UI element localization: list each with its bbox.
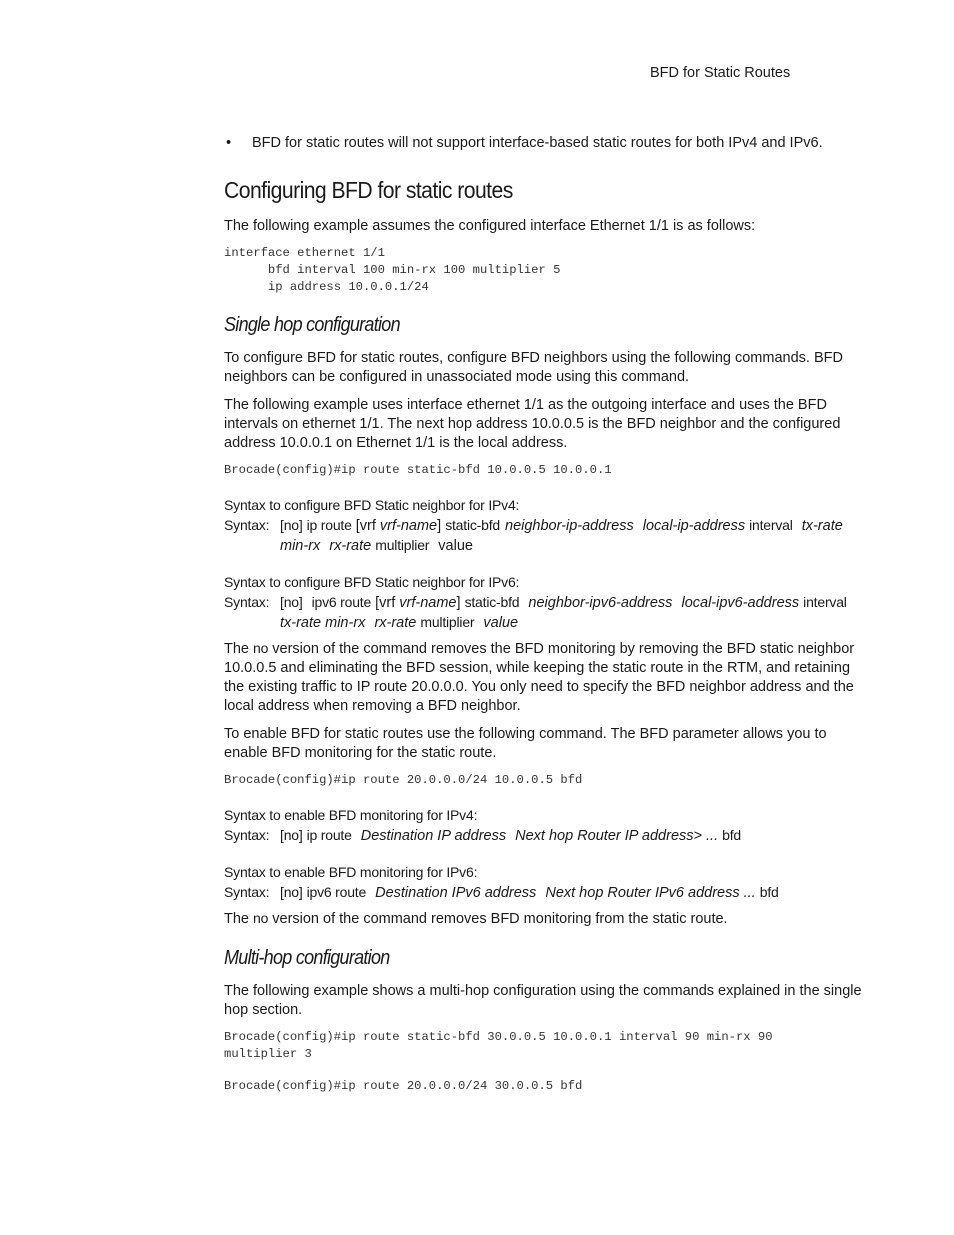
page-content [224, 133, 869, 1105]
intro-paragraph: The following example assumes the configured interface Ethernet 1/1 is as follows: [224, 218, 756, 234]
bullet-item [224, 133, 869, 153]
bullet-dot-icon: • [226, 135, 232, 151]
syntax-body: [no] ip route [vrf vrf-name] static-bfd neighbor-ip-address local-ip-address interval tx-rate min-rx rx-rate multiplier value [280, 517, 843, 554]
code-multi-hop-static-bfd: Brocade(config)#ip route static-bfd 30.0.0.5 10.0.0.1 interval 90 min-rx 90 multiplier 3 [224, 1030, 773, 1061]
syntax-heading-enable-ipv6: Syntax to enable BFD monitoring for IPv6: [224, 864, 478, 880]
code-static-bfd: Brocade(config)#ip route static-bfd 10.0.0.5 10.0.0.1 [224, 463, 612, 477]
single-hop-paragraph-2: The following example uses interface ethernet 1/1 as the outgoing interface and uses the BFD intervals on ethernet 1/1. The next hop address 10.0.0.5 is the BFD neighbor and the configured address 10.0.0.1 on Ethernet 1/1 is the local address. [224, 397, 841, 451]
syntax-body: [no] ipv6 route Destination IPv6 address Next hop Router IPv6 address ... bfd [280, 884, 779, 901]
syntax-heading-ipv4: Syntax to configure BFD Static neighbor for IPv4: [224, 497, 520, 513]
no-version-paragraph-2: The no version of the command removes BFD monitoring from the static route. [224, 910, 728, 927]
section-title: Configuring BFD for static routes [224, 177, 513, 203]
syntax-label: Syntax: [224, 517, 270, 533]
syntax-body: [no] ipv6 route [vrf vrf-name] static-bfd neighbor-ipv6-address local-ipv6-address interval tx-rate min-rx rx-rate multiplier value [280, 594, 847, 631]
syntax-ipv4-static-neighbor [224, 516, 869, 556]
multi-hop-title: Multi-hop configuration [224, 947, 390, 969]
single-hop-title: Single hop configuration [224, 314, 400, 336]
code-ip-route-bfd: Brocade(config)#ip route 20.0.0.0/24 10.0.0.5 bfd [224, 773, 583, 787]
bullet-text: BFD for static routes will not support interface-based static routes for both IPv4 and IPv6. [252, 135, 823, 151]
single-hop-paragraph-1: To configure BFD for static routes, configure BFD neighbors using the following commands. BFD neighbors can be configured in unassociated mode using this command. [224, 350, 843, 385]
syntax-body: [no] ip route Destination IP address Next hop Router IP address> ... bfd [280, 827, 742, 844]
code-multi-hop-ip-route: Brocade(config)#ip route 20.0.0.0/24 30.0.0.5 bfd [224, 1079, 583, 1093]
syntax-label: Syntax: [224, 884, 270, 900]
syntax-enable-ipv6 [224, 883, 869, 903]
running-header: BFD for Static Routes [650, 65, 791, 81]
enable-bfd-paragraph: To enable BFD for static routes use the following command. The BFD parameter allows you to enable BFD monitoring for the static route. [224, 726, 827, 761]
syntax-heading-enable-ipv4: Syntax to enable BFD monitoring for IPv4: [224, 807, 478, 823]
syntax-enable-ipv4 [224, 826, 869, 846]
syntax-heading-ipv6: Syntax to configure BFD Static neighbor for IPv6: [224, 574, 520, 590]
multi-hop-paragraph: The following example shows a multi-hop configuration using the commands explained in the single hop section. [224, 983, 862, 1018]
syntax-ipv6-static-neighbor [224, 593, 869, 633]
no-version-paragraph: The no version of the command removes the BFD monitoring by removing the BFD static neighbor 10.0.0.5 and eliminating the BFD session, while keeping the static route in the RTM, and retaining the existing traffic to IP route 20.0.0.0. You only need to specify the BFD neighbor address and the local address when removing a BFD neighbor. [224, 640, 855, 714]
syntax-label: Syntax: [224, 827, 270, 843]
code-interface-config: interface ethernet 1/1 bfd interval 100 min-rx 100 multiplier 5 ip address 10.0.0.1/24 [224, 246, 561, 294]
syntax-label: Syntax: [224, 594, 270, 610]
